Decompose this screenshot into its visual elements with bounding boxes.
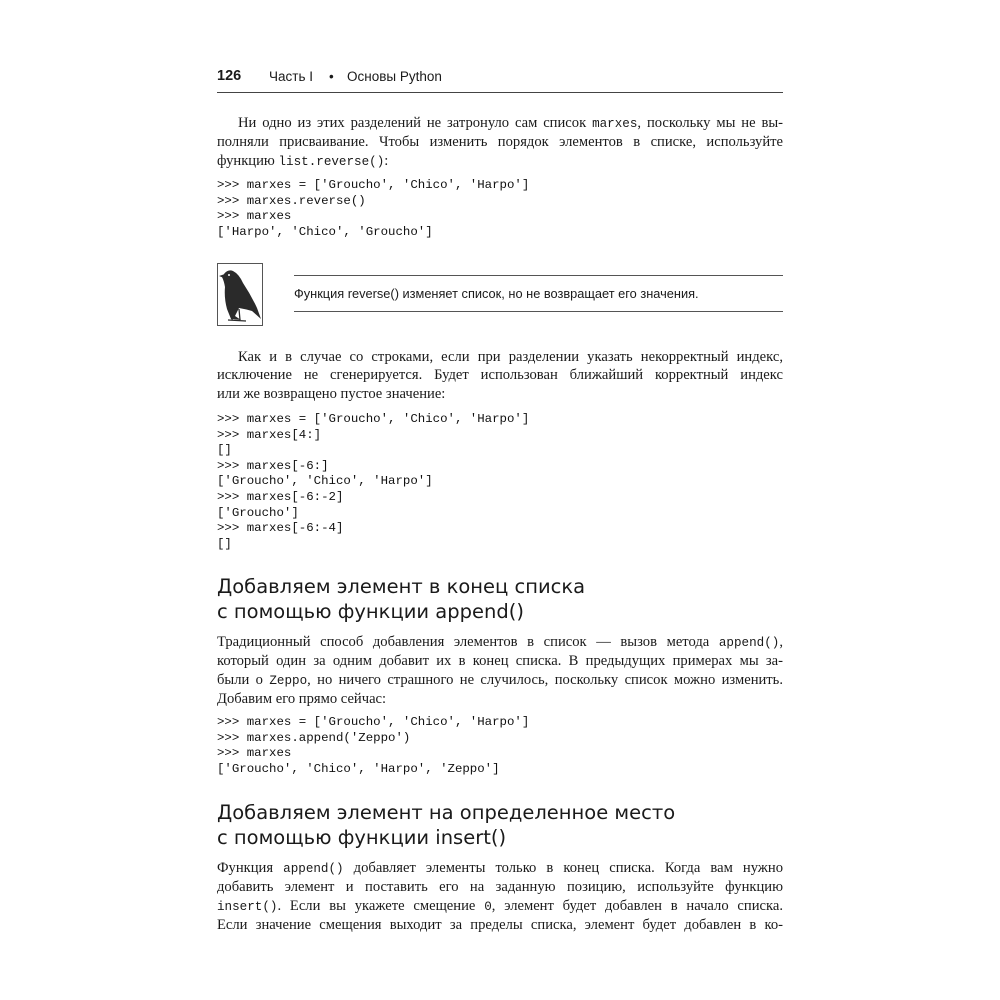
note-top-rule bbox=[294, 275, 783, 276]
code-line: >>> marxes bbox=[217, 209, 292, 224]
paragraph-line: который один за одним добавит их в конец списка. В предыдущих примерах мы за- bbox=[217, 653, 783, 670]
code-line: >>> marxes = ['Groucho', 'Chico', 'Harpo'] bbox=[217, 412, 530, 426]
code-line: [] bbox=[217, 536, 232, 551]
paragraph-line: Ни одно из этих разделений не затронуло сам список marxes, поскольку мы не вы- bbox=[238, 115, 783, 131]
paragraph-line: функцию list.reverse(): bbox=[217, 152, 389, 169]
paragraph-insert bbox=[217, 859, 783, 935]
code-line: [] bbox=[217, 443, 232, 458]
note-bottom-rule bbox=[294, 311, 783, 312]
code-block-append bbox=[217, 715, 783, 777]
code-line: >>> marxes[4:] bbox=[217, 427, 322, 442]
paragraph-line: полняли присваивание. Чтобы изменить порядок элементов в списке, используйте bbox=[217, 134, 783, 151]
code-line: >>> marxes.append('Zeppo') bbox=[217, 730, 411, 745]
code-line: >>> marxes bbox=[217, 746, 292, 761]
paragraph-line: или же возвращено пустое значение: bbox=[217, 385, 446, 402]
paragraph-line: Функция append() добавляет элементы только в конец списка. Когда вам нужно bbox=[217, 860, 783, 876]
note-text: Функция reverse() изменяет список, но не возвращает его значения. bbox=[294, 286, 699, 301]
paragraph-line: добавить элемент и поставить его на заданную позицию, используйте функцию bbox=[217, 879, 783, 896]
paragraph-line: Если значение смещения выходит за пределы списка, элемент будет добавлен в ко- bbox=[217, 917, 783, 934]
heading-line: Добавляем элемент на определенное место bbox=[217, 801, 676, 824]
code-line: ['Groucho', 'Chico', 'Harpo'] bbox=[217, 474, 433, 489]
paragraph-line: Традиционный способ добавления элементов в список — вызов метода append(), bbox=[217, 634, 783, 650]
header-bullet: • bbox=[329, 69, 334, 84]
paragraph-line: insert(). Если вы укажете смещение 0, элемент будет добавлен в начало списка. bbox=[217, 897, 783, 914]
paragraph-intro bbox=[217, 114, 783, 171]
heading-line: Добавляем элемент в конец списка bbox=[217, 575, 586, 598]
section-heading-append bbox=[217, 575, 783, 624]
paragraph-line: Как и в случае со строками, если при разделении указать некорректный индекс, bbox=[238, 349, 783, 365]
code-line: >>> marxes = ['Groucho', 'Chico', 'Harpo'] bbox=[217, 178, 530, 192]
code-block-reverse bbox=[217, 178, 783, 240]
code-block-slicing bbox=[217, 412, 783, 552]
code-line: ['Harpo', 'Chico', 'Groucho'] bbox=[217, 224, 433, 239]
code-line: >>> marxes = ['Groucho', 'Chico', 'Harpo'] bbox=[217, 715, 530, 729]
code-line: >>> marxes[-6:-4] bbox=[217, 521, 344, 536]
paragraph-slicing bbox=[217, 348, 783, 403]
section-heading-insert bbox=[217, 801, 783, 850]
code-line: >>> marxes.reverse() bbox=[217, 193, 366, 208]
chapter-title: Основы Python bbox=[347, 69, 442, 84]
running-header bbox=[217, 66, 783, 93]
code-line: >>> marxes[-6:] bbox=[217, 458, 329, 473]
paragraph-append bbox=[217, 633, 783, 709]
page-number: 126 bbox=[217, 68, 242, 84]
crow-icon bbox=[217, 263, 263, 326]
paragraph-line: Добавим его прямо сейчас: bbox=[217, 691, 387, 708]
paragraph-line: были о Zeppo, но ничего страшного не случилось, поскольку список можно изменить. bbox=[217, 671, 783, 688]
heading-line: с помощью функции append() bbox=[217, 599, 524, 623]
note-box bbox=[217, 263, 783, 329]
paragraph-line: исключение не сгенерируется. Будет использован ближайший корректный индекс bbox=[217, 367, 783, 384]
part-label: Часть I bbox=[269, 69, 313, 84]
code-line: ['Groucho', 'Chico', 'Harpo', 'Zeppo'] bbox=[217, 761, 500, 776]
code-line: ['Groucho'] bbox=[217, 505, 299, 520]
heading-line: с помощью функции insert() bbox=[217, 825, 507, 849]
code-line: >>> marxes[-6:-2] bbox=[217, 489, 344, 504]
